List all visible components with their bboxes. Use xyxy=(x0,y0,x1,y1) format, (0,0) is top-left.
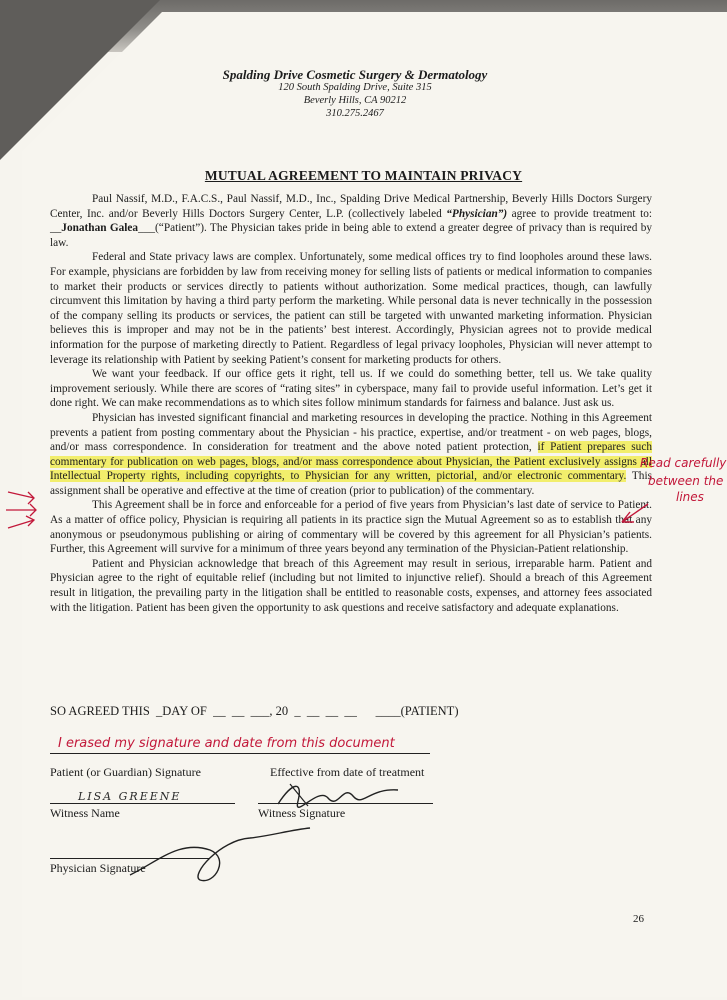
margin-note-lines: lines xyxy=(676,490,704,504)
effective-date-label: Effective from date of treatment xyxy=(270,765,425,779)
paragraph-privacy-laws: Federal and State privacy laws are complex. Unfortunately, some medical offices try to find loopholes around these laws. For example, physicians are forbidden by law from receiving money for selling lists of patients or medical information to companies to market their products or services directly to patients without authorization. Some medical practices, though, can lawfully circumvent this limitation by having a third party perform the marketing. While personal data is never technically in the possession of the company selling its products or services, the patient can still be targeted with unwanted marketing information. Physician believes this is improper and may not be in the patients’ best interest. Accordingly, Physician agrees not to provide medical information for the purpose of marketing directly to Patient. Regardless of legal privacy loopholes, Physician will never attempt to leverage its relationship with Patient by seeking Patient’s consent for marketing products for others. xyxy=(50,251,652,366)
witness-name-line xyxy=(50,803,235,804)
paragraph-breach: Patient and Physician acknowledge that breach of this Agreement may result in serious, irreparable harm. Patient and Physician agree to the right of equitable relief (including but not limited to injunctive relief). Should a breach of this Agreement result in litigation, the prevailing party in the litigation shall be entitled to reasonable costs, expenses, and attorney fees associated with the litigation. Patient has been given the opportunity to ask questions and receive satisfactory and adequate explanations. xyxy=(50,557,652,614)
erased-signature-note: I erased my signature and date from this document xyxy=(58,736,395,751)
intro-text-c: ___(“Patient”). The Physician takes pride in being able to extend a greater degree of privacy than is required by law. xyxy=(50,222,653,249)
phone-number: 310.275.2467 xyxy=(326,108,384,119)
signature-line xyxy=(50,753,430,754)
address-line-1: 120 South Spalding Drive, Suite 315 xyxy=(278,82,432,93)
year-label: , 20 xyxy=(269,704,289,718)
commentary-text-b: This assignment shall be operative and effective at the time of creation (prior to publication) of the commentary. xyxy=(50,470,652,497)
witness-signature-scribble xyxy=(268,776,408,810)
patient-label: (PATIENT) xyxy=(400,704,459,718)
paragraph-feedback: We want your feedback. If our office gets it right, tell us. If we could do something better, tell us. We take quality improvement seriously. While there are scores of “rating sites” in cyberspace, many fail to provide useful information. Let’s get it done right. We can make recommendations as to which sites follow minimum standards for fairness and balance. Just ask us. xyxy=(50,368,652,410)
patient-signature-label: Patient (or Guardian) Signature xyxy=(50,765,201,779)
practice-name: Spalding Drive Cosmetic Surgery & Dermatology xyxy=(222,67,488,82)
witness-name-label: Witness Name xyxy=(50,806,120,820)
witness-name-handwriting: LISA GREENE xyxy=(78,790,182,803)
intro-text-a: Paul Nassif, M.D., F.A.C.S., Paul Nassif, M.D., Inc., Spalding Drive Medical Partnership, Beverly Hills Doctors Surgery Center, Inc. and/or Beverly Hills Doctors Surgery Center, L.P. (collectively labeled xyxy=(50,193,652,220)
page-number: 26 xyxy=(633,913,644,925)
letterhead xyxy=(205,68,505,120)
physician-signature-line xyxy=(50,858,210,859)
highlighted-clause: if Patient prepares such commentary for publication on web pages, blogs, and/or mass correspondence about Physician, the Patient exclusively assigns all Intellectual Property rights, including copyrights, to Physician for any written, pictorial, and/or electronic commentary. xyxy=(50,441,652,483)
margin-note-read-carefully: Read carefully xyxy=(640,456,727,470)
paragraph-commentary xyxy=(50,411,652,499)
physician-term: “Physician”) xyxy=(446,207,508,220)
agreed-line: SO AGREED THIS _DAY OF __ __ ___, 20 _ __ __ __ ____(PATIENT) xyxy=(50,704,459,718)
red-arrows-left-icon xyxy=(4,488,44,532)
physician-signature-label: Physician Signature xyxy=(50,861,146,875)
red-arrow-right-icon xyxy=(612,500,652,540)
physician-signature-scribble xyxy=(120,820,320,890)
patient-name: Jonathan Galea xyxy=(61,222,139,235)
commentary-text-a: Physician has invested significant financial and marketing resources in developing the practice. Nothing in this Agreement prevents a patient from posting commentary about the Physician - his practice, expertise, and/or treatment - on web pages, blogs, and/or mass correspondence. In consideration for treatment and the above noted patient protection, xyxy=(50,411,652,454)
document-title: MUTUAL AGREEMENT TO MAINTAIN PRIVACY xyxy=(204,168,523,183)
paragraph-intro xyxy=(50,192,652,250)
day-of-label: DAY OF xyxy=(162,704,207,718)
intro-text-b: agree to provide treatment to: __ xyxy=(50,207,652,235)
paragraph-term: This Agreement shall be in force and enforceable for a period of five years from Physician’s last date of service to Patient. As a matter of office policy, Physician is requiring all patients in its practice sign the Mutual Agreement so as to establish that any anonymous or pseudonymous publishing or airing of commentary will be covered by this agreement for all Physician’s patients. Further, this Agreement will survive for a minimum of three years beyond any termination of the Physician-Patient relationship. xyxy=(50,499,652,556)
address-line-2: Beverly Hills, CA 90212 xyxy=(303,95,407,106)
margin-note-between-the: between the xyxy=(648,474,724,488)
agreement-body xyxy=(50,192,652,615)
witness-signature-label: Witness Signature xyxy=(258,806,346,820)
agreed-label: SO AGREED THIS xyxy=(50,704,150,718)
